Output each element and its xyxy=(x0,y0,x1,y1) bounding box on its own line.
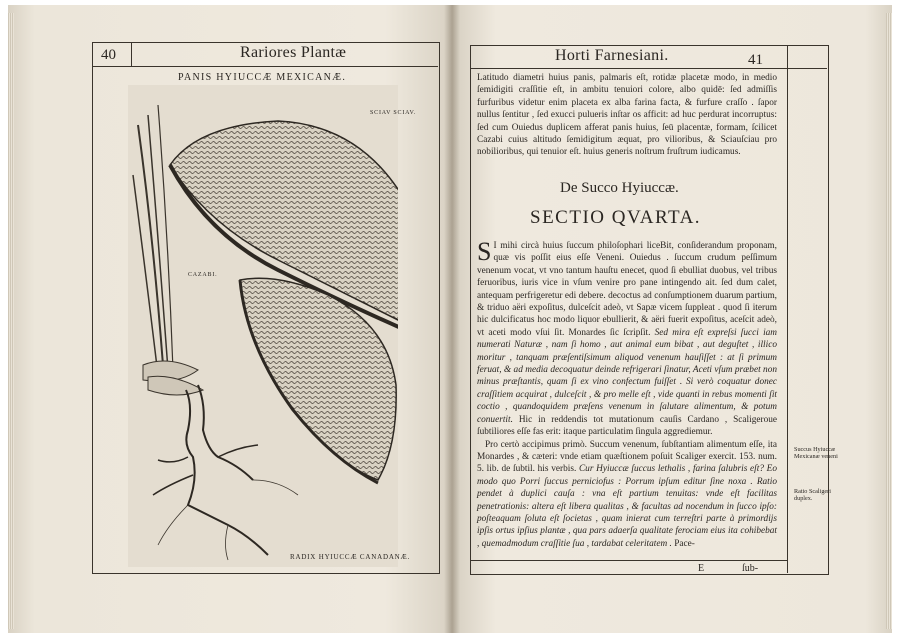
paragraph-1: Latitudo diametri huius panis, palmaris eſt, rotidæ placetæ modo, in medio ſemidigiti craſſitie eſt, in ambitu tenuiori colore, albo quidē: ſed admiſſis furfuribus videtur enim placeta ex alba farina facta, & furfure craſſo . ſapor nullus ſentitur , ſed exucci pulueris inſtar os afficit: ad huc perdurat incorruptus: ſed cum Ouiedus duplicem afferat panis huius, ſeū placentæ, formam, ſcilicet Cazabi cuius altitudo ſemidigitum æquat, pro vilioribus, & Sciauſciau pro nobilioribus, qui tenuior eſt. huius generis noſtrum fruſtrum iudicamus. xyxy=(477,73,777,158)
body-text-top xyxy=(477,72,777,159)
plate-title: PANIS HYIUCCÆ MEXICANÆ. xyxy=(178,72,347,83)
section-number: SECTIO QVARTA. xyxy=(530,207,702,228)
paragraph-3-italic: Cur Hyiuccæ ſuccus lethalis , farina ſalubris eſt? Eo modo quo Porri ſuccus perniciofus : Porrum ipſum editur ſine noxa . Ratio pendet à duplici cauſa : vna eſt partium tenuitas: vnde eſt facilitas penetrationis: altera eſt libera qualitas , & facultas ad nocendum in ſucco ipſo: poſteaquam ſoluta eſt ſocietas , quam inierat cum terreſtri parte à primordijs ipſis ortus ipſius plantæ , qua pars adaerſa qualitate ferociam eius ita cohibebat , quemadmodum craſſitie ſua , tardabat celeritatem . xyxy=(477,464,778,549)
body-text-main xyxy=(477,237,778,550)
running-head: Rariores Plantæ xyxy=(240,44,347,61)
signature-mark: E xyxy=(698,563,705,574)
paragraph-3-end: Pace- xyxy=(674,538,695,549)
paragraph-2 xyxy=(477,237,778,439)
header-rule xyxy=(470,68,827,69)
label-cazabi: CAZABI. xyxy=(188,272,218,278)
margin-rule xyxy=(787,45,788,573)
label-radix: RADIX HYIUCCÆ CANADANÆ. xyxy=(290,553,411,561)
paragraph-2-end: Hic in reddendis tot mutationum cauſis Cardano , Scaligeroue ſubtiliores eſſe fas erit: itaque particulatim ſingula aggrediemur. xyxy=(477,414,778,438)
cassava-bread-illustration xyxy=(128,85,398,567)
paragraph-3-roman: Pro certò accipimus primò. Succum venenum, ſubſtantiam alimentum eſſe, ita Monardes , & cæteri: vnde etiam quæſtionem poſuit Scaliger exercit. 153. num. 5. lib. de ſubtil. his verbis. xyxy=(477,439,777,475)
paragraph-3 xyxy=(477,439,777,551)
page-edge xyxy=(8,13,14,629)
page-number: 40 xyxy=(101,47,116,63)
page-edge xyxy=(886,13,892,629)
label-sciau: SCIAV SCIAV. xyxy=(370,110,417,116)
footer-rule xyxy=(470,560,788,561)
botanical-plate xyxy=(128,85,398,567)
catchword: ſub- xyxy=(742,563,759,574)
header-divider xyxy=(131,42,132,66)
book-gutter xyxy=(444,5,460,633)
paragraph-2-italic: Sed mira eſt expreſsi ſucci iam numerati Naturæ , nam ſi homo , aut animal eum bibat , aut deguſtet , illico moritur , tanquam præſentiſsimum aliquod venenum hauſiſſet : at ſi primum feruat, & ad media decoquatur deinde refrigerari ſinatur, Aceti vſum præbet non minus præſtantis, quam ſi ex vino confectum fuiſſet . Si verò coquatur donec craſſitiem acquirat , dulceſcit , & pro melle eſt , vide quanti in rebus momenti ſit coctio , quandoquidem præſens venenum in ſalutare alimentum, & potum conuertit. xyxy=(477,327,778,425)
running-head: Horti Farnesiani. xyxy=(555,47,669,64)
page-number: 41 xyxy=(748,52,763,68)
margin-note: Succus Hyiuccæ Mexicanæ veneni xyxy=(794,446,838,461)
drop-capital: S xyxy=(477,237,492,266)
header-rule xyxy=(92,66,438,67)
paragraph-2-roman: I mihi circà huius ſuccum philoſophari liceBit, conſiderandum proponam, quæ vis poſſit eius eſſe Veneni. Ouiedus . ſuccum crudum peſſimum venenum vocat, vt vno tantum hauſtu enecet, quod ſi ebulliat duobus, vel tribus feruoribus, iuris vice in vſum venire pro pane intingendo ait. ſed dum calet, antequam perfrigeretur edi debere. decoctus ad conſumptionem duarum partium, & triduo aëri expoſitus, dulceſcit adeò, vt Sapæ vicem ſuppleat . quod ſi iterum hic dulcificatus hoc modo liquor ebullierit, & aëri fuerit expoſitus, aceſcit adeò, vt aceti modo vſui ſit. Monardes ſic ſcripſit. xyxy=(477,241,777,338)
margin-note: Ratio Scaligeri duplex. xyxy=(794,488,831,503)
section-heading: De Succo Hyiuccæ. xyxy=(560,180,679,196)
